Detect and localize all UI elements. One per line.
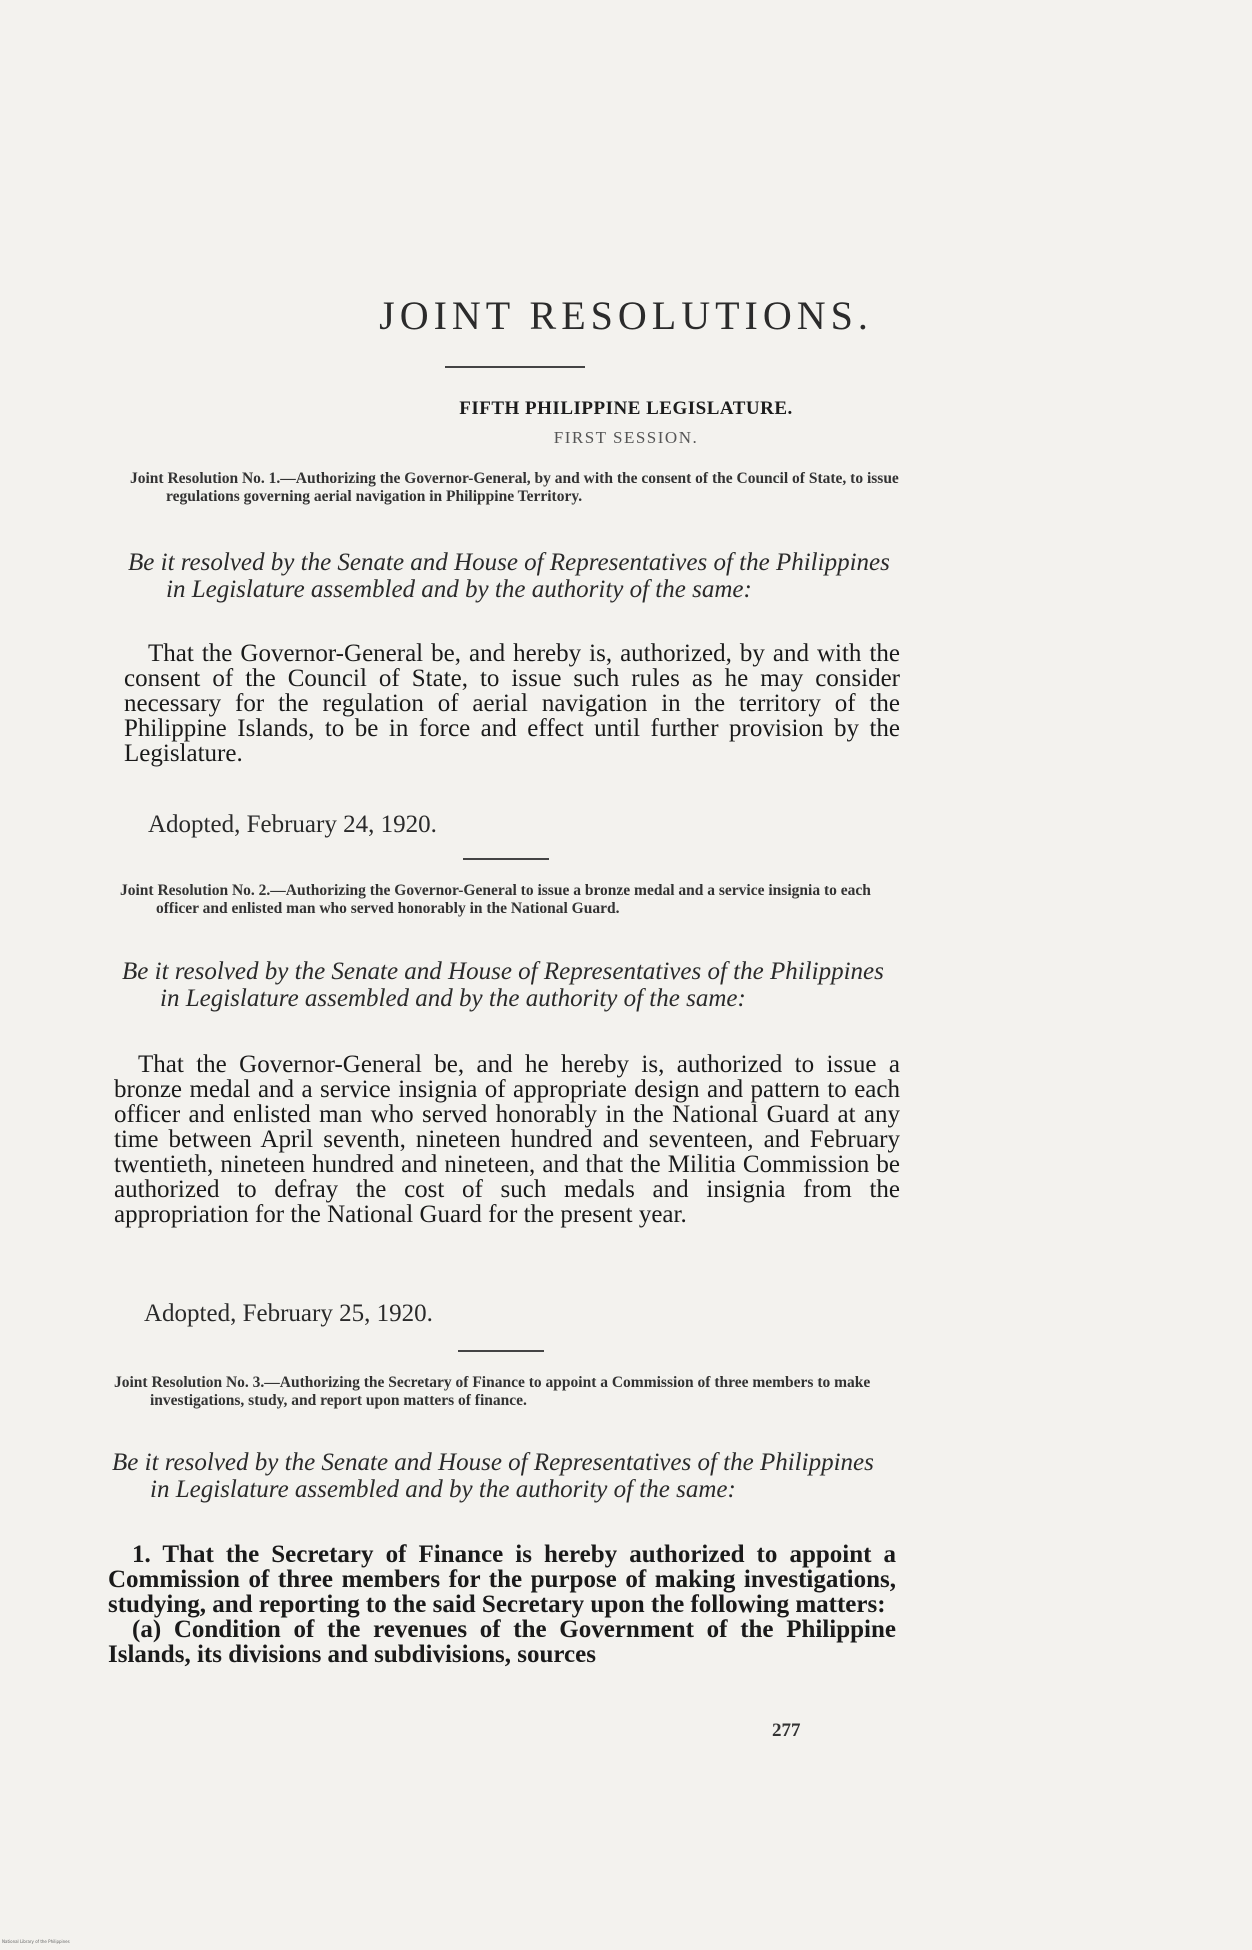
resolution-body: 1. That the Secretary of Finance is hereby authorized to appoint a Commission of three members for the purpose of making investigations, studying, and reporting to the said Secretary upon the following matters: bbox=[108, 1541, 896, 1618]
resolution-body: That the Governor-General be, and he hereby is, authorized to issue a bronze medal and a service insignia of appropriate design and pattern to each officer and enlisted man who served honorably in the National Guard at any time between April seventh, nineteen hundred and seventeen, and February twentieth, nineteen hundred and nineteen, and that the Militia Commission be authorized to defray the cost of such medals and insignia from the appropriation for the National Guard for the present year. bbox=[114, 1051, 900, 1228]
legislature-heading: FIFTH PHILIPPINE LEGISLATURE. bbox=[459, 398, 793, 419]
divider bbox=[458, 1350, 544, 1352]
page-title: JOINT RESOLUTIONS. bbox=[379, 293, 873, 338]
resolution-heading: Joint Resolution No. 1.—Authorizing the Governor-General, by and with the consent of the Council of State, to issue regulations governing aerial navigation in Philippine Territory. bbox=[130, 470, 899, 505]
title-divider bbox=[445, 366, 585, 368]
adopted-date: Adopted, February 24, 1920. bbox=[148, 811, 437, 838]
resolution-body: That the Governor-General be, and hereby is, authorized, by and with the consent of the Council of State, to issue such rules as he may consider necessary for the regulation of aerial navigation in the territory of the Philippine Islands, to be in force and effect until further provision by the Legislature. bbox=[124, 640, 900, 767]
resolution-3 bbox=[114, 1374, 896, 1410]
resolved-clause: Be it resolved by the Senate and House of Representatives of the Philippines in Legislature assembled and by the authority of the same: bbox=[122, 958, 884, 1012]
resolution-2-resolved bbox=[122, 958, 900, 1012]
resolution-1-resolved bbox=[128, 549, 900, 603]
divider bbox=[463, 858, 549, 860]
resolution-heading: Joint Resolution No. 2.—Authorizing the Governor-General to issue a bronze medal and a service insignia to each officer and enlisted man who served honorably in the National Guard. bbox=[120, 882, 871, 917]
session-heading: FIRST SESSION. bbox=[553, 428, 699, 447]
resolution-1 bbox=[130, 470, 900, 506]
resolution-2 bbox=[120, 882, 900, 918]
resolved-clause: Be it resolved by the Senate and House of Representatives of the Philippines in Legislature assembled and by the authority of the same: bbox=[112, 1449, 874, 1503]
resolution-3-resolved bbox=[112, 1449, 896, 1503]
resolution-1-adopted bbox=[110, 811, 437, 839]
page-number: 277 bbox=[772, 1720, 801, 1741]
footer-credit: National Library of the Philippines bbox=[2, 1939, 70, 1944]
resolution-1-body bbox=[124, 641, 900, 766]
resolution-3-body bbox=[108, 1542, 896, 1667]
resolution-2-adopted bbox=[106, 1300, 433, 1328]
resolution-2-body bbox=[114, 1052, 900, 1227]
resolution-body-item: (a) Condition of the revenues of the Government of the Philippine Islands, its divisions and subdivisions, sources bbox=[108, 1616, 896, 1668]
resolution-heading: Joint Resolution No. 3.—Authorizing the Secretary of Finance to appoint a Commission of three members to make investigations, study, and report upon matters of finance. bbox=[114, 1374, 871, 1409]
resolved-clause: Be it resolved by the Senate and House of Representatives of the Philippines in Legislature assembled and by the authority of the same: bbox=[128, 549, 890, 603]
adopted-date: Adopted, February 25, 1920. bbox=[144, 1300, 433, 1327]
